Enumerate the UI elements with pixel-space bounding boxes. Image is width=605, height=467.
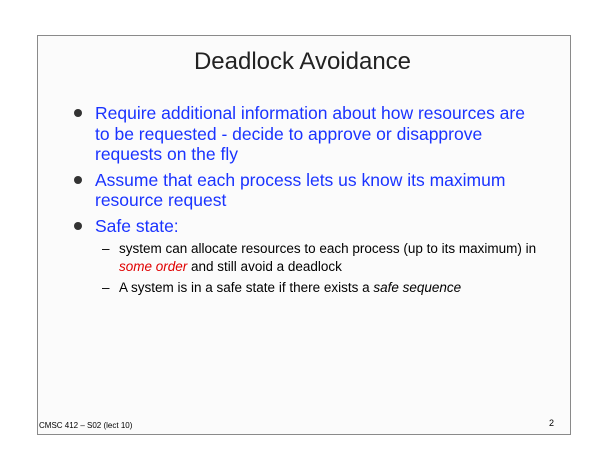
bullet-item xyxy=(74,103,544,165)
bullet-dot-icon xyxy=(74,109,82,117)
bullet-text: Require additional information about how resources are to be requested - decide to approve or disapprove requests on the fly xyxy=(95,103,525,164)
bullet-item xyxy=(74,216,544,298)
sub-bullet-list xyxy=(95,240,544,297)
sub-bullet-emphasis: some order xyxy=(119,259,188,274)
sub-bullet-emphasis: safe sequence xyxy=(373,280,462,295)
bullet-item xyxy=(74,170,544,211)
dash-icon: – xyxy=(102,241,110,256)
bullet-text: Assume that each process lets us know its maximum resource request xyxy=(95,169,506,210)
bullet-text: Safe state: xyxy=(95,215,179,236)
slide-title: Deadlock Avoidance xyxy=(193,48,412,75)
sub-bullet-text-after: and still avoid a deadlock xyxy=(187,259,342,274)
sub-bullet-text-before: A system is in a safe state if there exists a xyxy=(119,280,374,295)
bullet-dot-icon xyxy=(74,176,82,184)
dash-icon: – xyxy=(102,280,110,295)
bullet-dot-icon xyxy=(74,222,82,230)
bullet-list xyxy=(74,103,544,302)
page-number: 2 xyxy=(549,418,555,428)
sub-bullet-text-before: system can allocate resources to each process (up to its maximum) in xyxy=(119,241,537,256)
slide-footer: CMSC 412 – S02 (lect 10) xyxy=(39,421,133,430)
sub-bullet-item xyxy=(95,240,544,276)
sub-bullet-item xyxy=(95,279,544,297)
